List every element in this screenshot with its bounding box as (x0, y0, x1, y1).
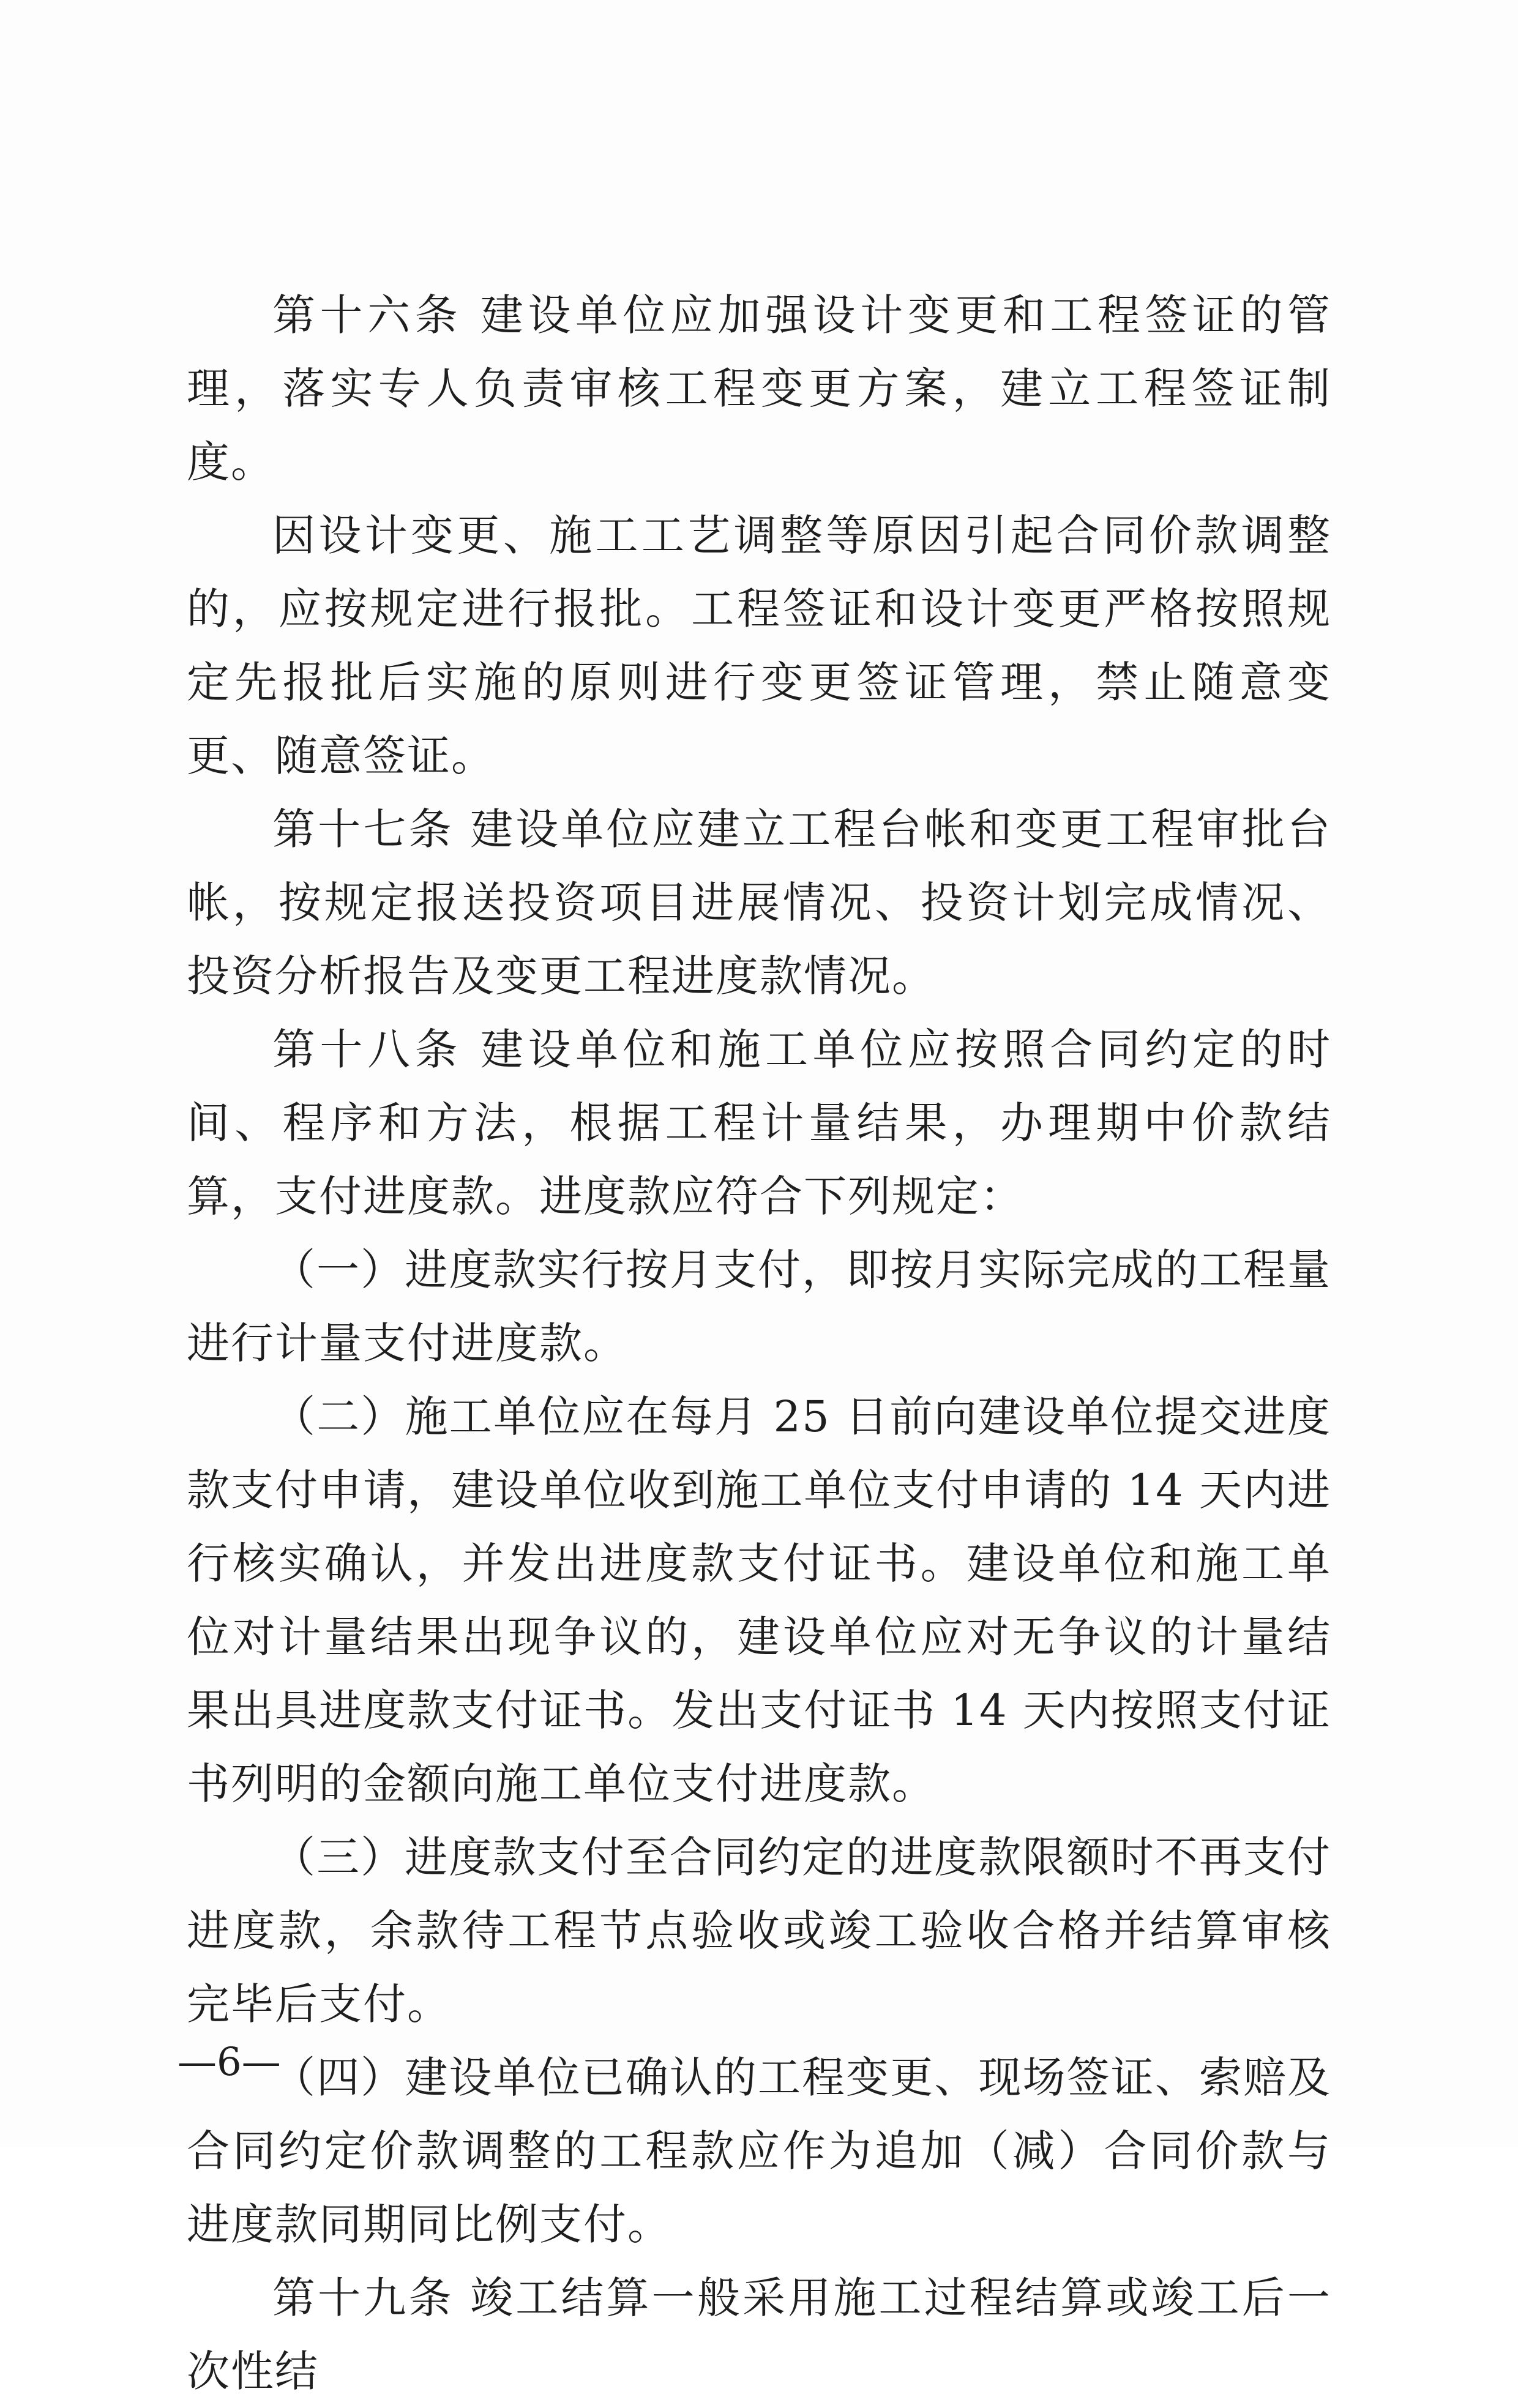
paragraph-item-3: （三）进度款支付至合同约定的进度款限额时不再支付进度款，余款待工程节点验收或竣工验收合格并结算审核完毕后支付。 (187, 1832, 1331, 2029)
paragraph-article-19: 第十九条 竣工结算一般采用施工过程结算或竣工后一次性结 (187, 2273, 1331, 2396)
body-text (187, 278, 1331, 2408)
paragraph-design-change: 因设计变更、施工工艺调整等原因引起合同价款调整的，应按规定进行报批。工程签证和设计变更严格按照规定先报批后实施的原则进行变更签证管理，禁止随意变更、随意签证。 (187, 510, 1331, 781)
paragraph-item-2: （二）施工单位应在每月 25 日前向建设单位提交进度款支付申请，建设单位收到施工单位支付申请的 14 天内进行核实确认，并发出进度款支付证书。建设单位和施工单位对计量结果出现争议的，建设单位应对无争议的计量结果出具进度款支付证书。发出支付证书 14 天内按照支付证书列明的金额向施工单位支付进度款。 (187, 1392, 1331, 1809)
paragraph-article-17: 第十七条 建设单位应建立工程台帐和变更工程审批台帐，按规定报送投资项目进展情况、投资计划完成情况、投资分析报告及变更工程进度款情况。 (187, 804, 1331, 1001)
paragraph-article-18: 第十八条 建设单位和施工单位应按照合同约定的时间、程序和方法，根据工程计量结果，办理期中价款结算，支付进度款。进度款应符合下列规定： (187, 1024, 1331, 1221)
paragraph-item-4: （四）建设单位已确认的工程变更、现场签证、索赔及合同约定价款调整的工程款应作为追加（减）合同价款与进度款同期同比例支付。 (187, 2052, 1331, 2250)
paragraph-item-1: （一）进度款实行按月支付，即按月实际完成的工程量进行计量支付进度款。 (187, 1245, 1331, 1368)
page-number: —6— (178, 2040, 281, 2085)
paragraph-article-16: 第十六条 建设单位应加强设计变更和工程签证的管理，落实专人负责审核工程变更方案，建立工程签证制度。 (187, 290, 1331, 487)
